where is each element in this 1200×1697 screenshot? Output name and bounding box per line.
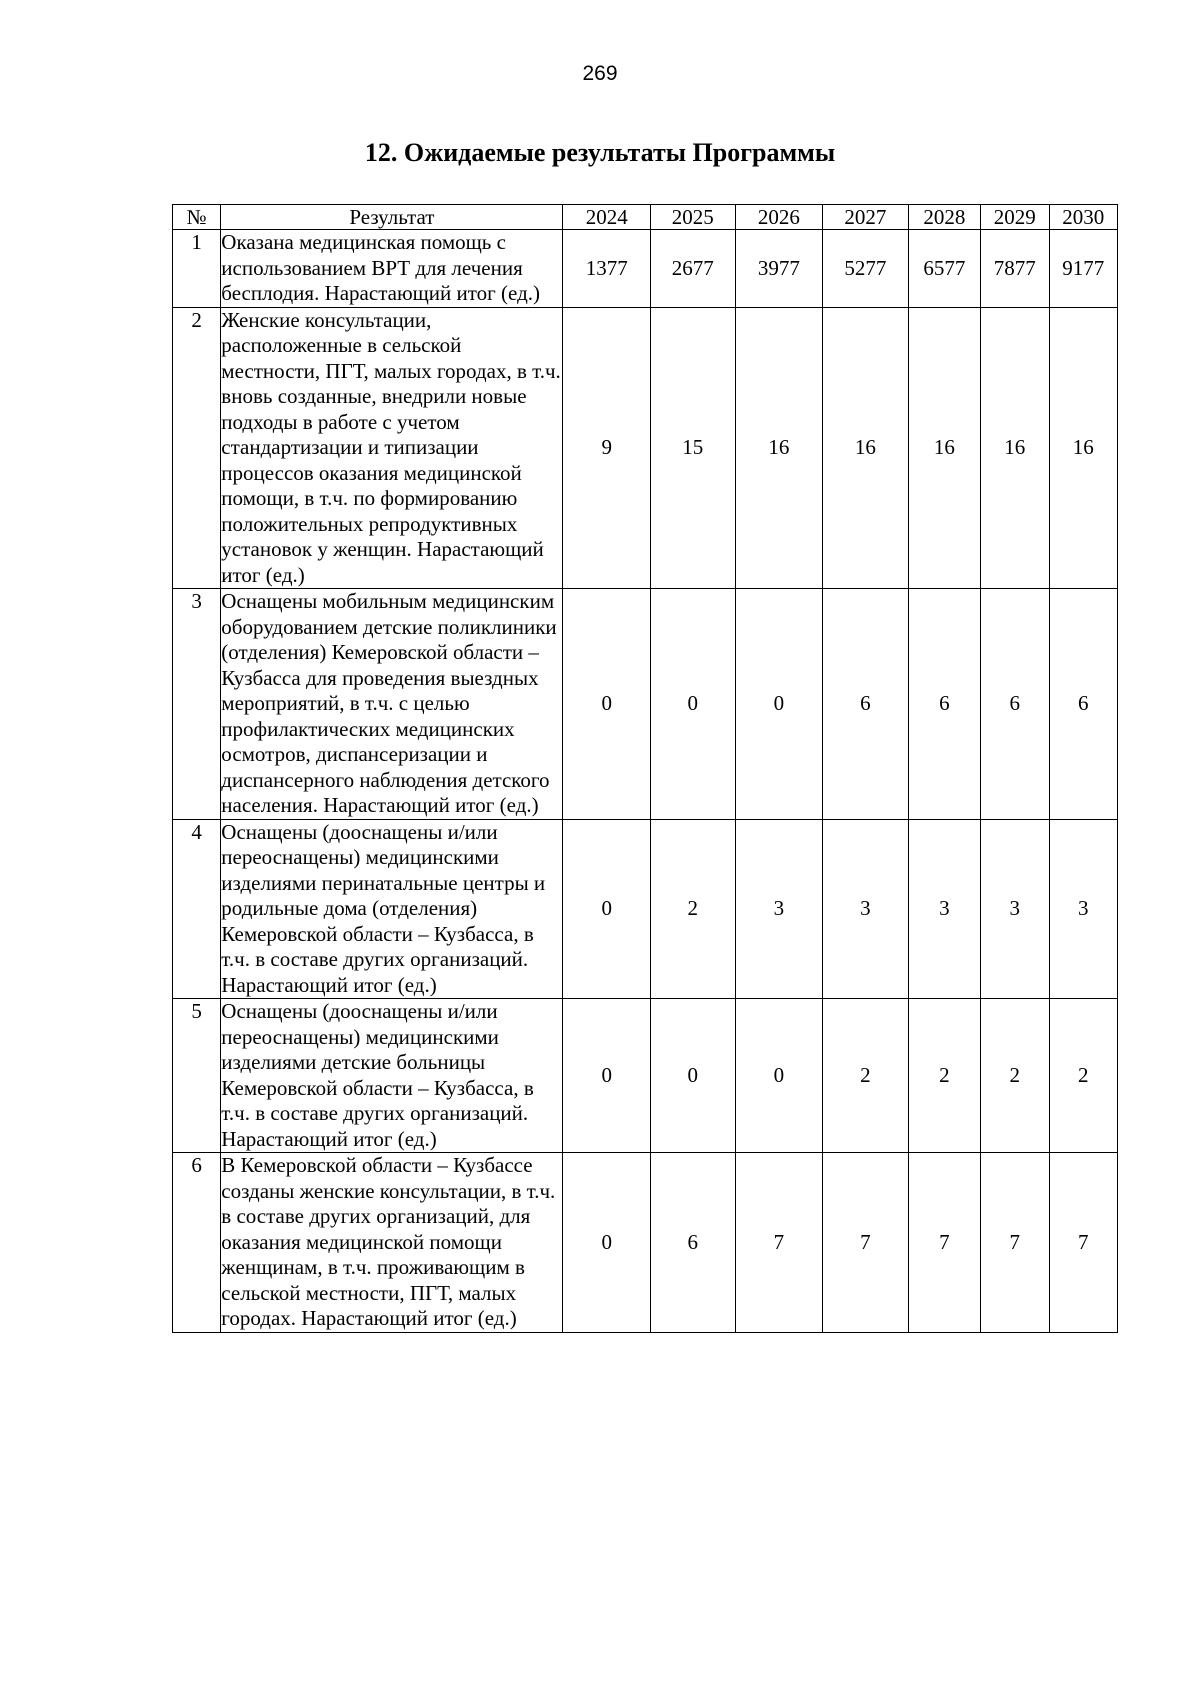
header-year-2027: 2027 bbox=[823, 205, 909, 230]
row-number: 5 bbox=[173, 999, 221, 1153]
value-2026: 16 bbox=[735, 307, 823, 589]
result-text: Оснащены (дооснащены и/или переоснащены) медицинскими изделиями детские больницы Кемеровской области – Кузбасса, в т.ч. в составе других организаций. Нарастающий итог (ед.) bbox=[221, 999, 563, 1153]
value-2026: 3977 bbox=[735, 230, 823, 308]
value-2030: 9177 bbox=[1049, 230, 1118, 308]
header-year-2028: 2028 bbox=[908, 205, 980, 230]
row-number: 6 bbox=[173, 1153, 221, 1333]
value-2025: 2677 bbox=[651, 230, 736, 308]
header-year-2025: 2025 bbox=[651, 205, 736, 230]
header-number: № bbox=[173, 205, 221, 230]
value-2025: 6 bbox=[651, 1153, 736, 1333]
value-2026: 3 bbox=[735, 819, 823, 999]
value-2029: 16 bbox=[981, 307, 1049, 589]
value-2029: 7 bbox=[981, 1153, 1049, 1333]
value-2028: 16 bbox=[908, 307, 980, 589]
value-2026: 0 bbox=[735, 589, 823, 820]
result-text: Женские консультации, расположенные в сельской местности, ПГТ, малых городах, в т.ч. вновь созданные, внедрили новые подходы в работе с учетом стандартизации и типизации процессов оказания медицинской помощи, в т.ч. по формированию положительных репродуктивных установок у женщин. Нарастающий итог (ед.) bbox=[221, 307, 563, 589]
value-2029: 3 bbox=[981, 819, 1049, 999]
table-row bbox=[173, 307, 1118, 589]
header-year-2029: 2029 bbox=[981, 205, 1049, 230]
value-2024: 0 bbox=[563, 1153, 651, 1333]
value-2025: 2 bbox=[651, 819, 736, 999]
value-2027: 16 bbox=[823, 307, 909, 589]
value-2027: 2 bbox=[823, 999, 909, 1153]
value-2028: 6 bbox=[908, 589, 980, 820]
value-2024: 0 bbox=[563, 819, 651, 999]
value-2028: 2 bbox=[908, 999, 980, 1153]
page-number: 269 bbox=[582, 62, 618, 85]
result-text: Оснащены мобильным медицинским оборудованием детские поликлиники (отделения) Кемеровской области – Кузбасса для проведения выездных мероприятий, в т.ч. с целью профилактических медицинских осмотров, диспансеризации и диспансерного наблюдения детского населения. Нарастающий итог (ед.) bbox=[221, 589, 563, 820]
value-2029: 6 bbox=[981, 589, 1049, 820]
header-year-2030: 2030 bbox=[1049, 205, 1118, 230]
value-2030: 16 bbox=[1049, 307, 1118, 589]
value-2030: 2 bbox=[1049, 999, 1118, 1153]
table-row bbox=[173, 999, 1118, 1153]
header-result: Результат bbox=[221, 205, 563, 230]
table-row bbox=[173, 230, 1118, 308]
value-2025: 15 bbox=[651, 307, 736, 589]
row-number: 4 bbox=[173, 819, 221, 999]
value-2030: 3 bbox=[1049, 819, 1118, 999]
value-2026: 0 bbox=[735, 999, 823, 1153]
section-title: 12. Ожидаемые результаты Программы bbox=[364, 138, 836, 167]
value-2024: 1377 bbox=[563, 230, 651, 308]
value-2027: 3 bbox=[823, 819, 909, 999]
value-2025: 0 bbox=[651, 999, 736, 1153]
table-row bbox=[173, 1153, 1118, 1333]
row-number: 3 bbox=[173, 589, 221, 820]
value-2024: 9 bbox=[563, 307, 651, 589]
result-text: В Кемеровской области – Кузбассе созданы женские консультации, в т.ч. в составе других организаций, для оказания медицинской помощи женщинам, в т.ч. проживающим в сельской местности, ПГТ, малых городах. Нарастающий итог (ед.) bbox=[221, 1153, 563, 1333]
value-2027: 7 bbox=[823, 1153, 909, 1333]
value-2024: 0 bbox=[563, 589, 651, 820]
result-text: Оказана медицинская помощь с использованием ВРТ для лечения бесплодия. Нарастающий итог (ед.) bbox=[221, 230, 563, 308]
header-year-2026: 2026 bbox=[735, 205, 823, 230]
value-2028: 6577 bbox=[908, 230, 980, 308]
value-2027: 5277 bbox=[823, 230, 909, 308]
value-2028: 7 bbox=[908, 1153, 980, 1333]
value-2027: 6 bbox=[823, 589, 909, 820]
row-number: 2 bbox=[173, 307, 221, 589]
results-table bbox=[172, 204, 1118, 1333]
value-2028: 3 bbox=[908, 819, 980, 999]
value-2030: 6 bbox=[1049, 589, 1118, 820]
row-number: 1 bbox=[173, 230, 221, 308]
value-2030: 7 bbox=[1049, 1153, 1118, 1333]
header-year-2024: 2024 bbox=[563, 205, 651, 230]
value-2024: 0 bbox=[563, 999, 651, 1153]
value-2029: 2 bbox=[981, 999, 1049, 1153]
value-2025: 0 bbox=[651, 589, 736, 820]
table-header-row bbox=[173, 205, 1118, 230]
result-text: Оснащены (дооснащены и/или переоснащены) медицинскими изделиями перинатальные центры и родильные дома (отделения) Кемеровской области – Кузбасса, в т.ч. в составе других организаций. Нарастающий итог (ед.) bbox=[221, 819, 563, 999]
value-2029: 7877 bbox=[981, 230, 1049, 308]
table-row bbox=[173, 819, 1118, 999]
table-row bbox=[173, 589, 1118, 820]
value-2026: 7 bbox=[735, 1153, 823, 1333]
